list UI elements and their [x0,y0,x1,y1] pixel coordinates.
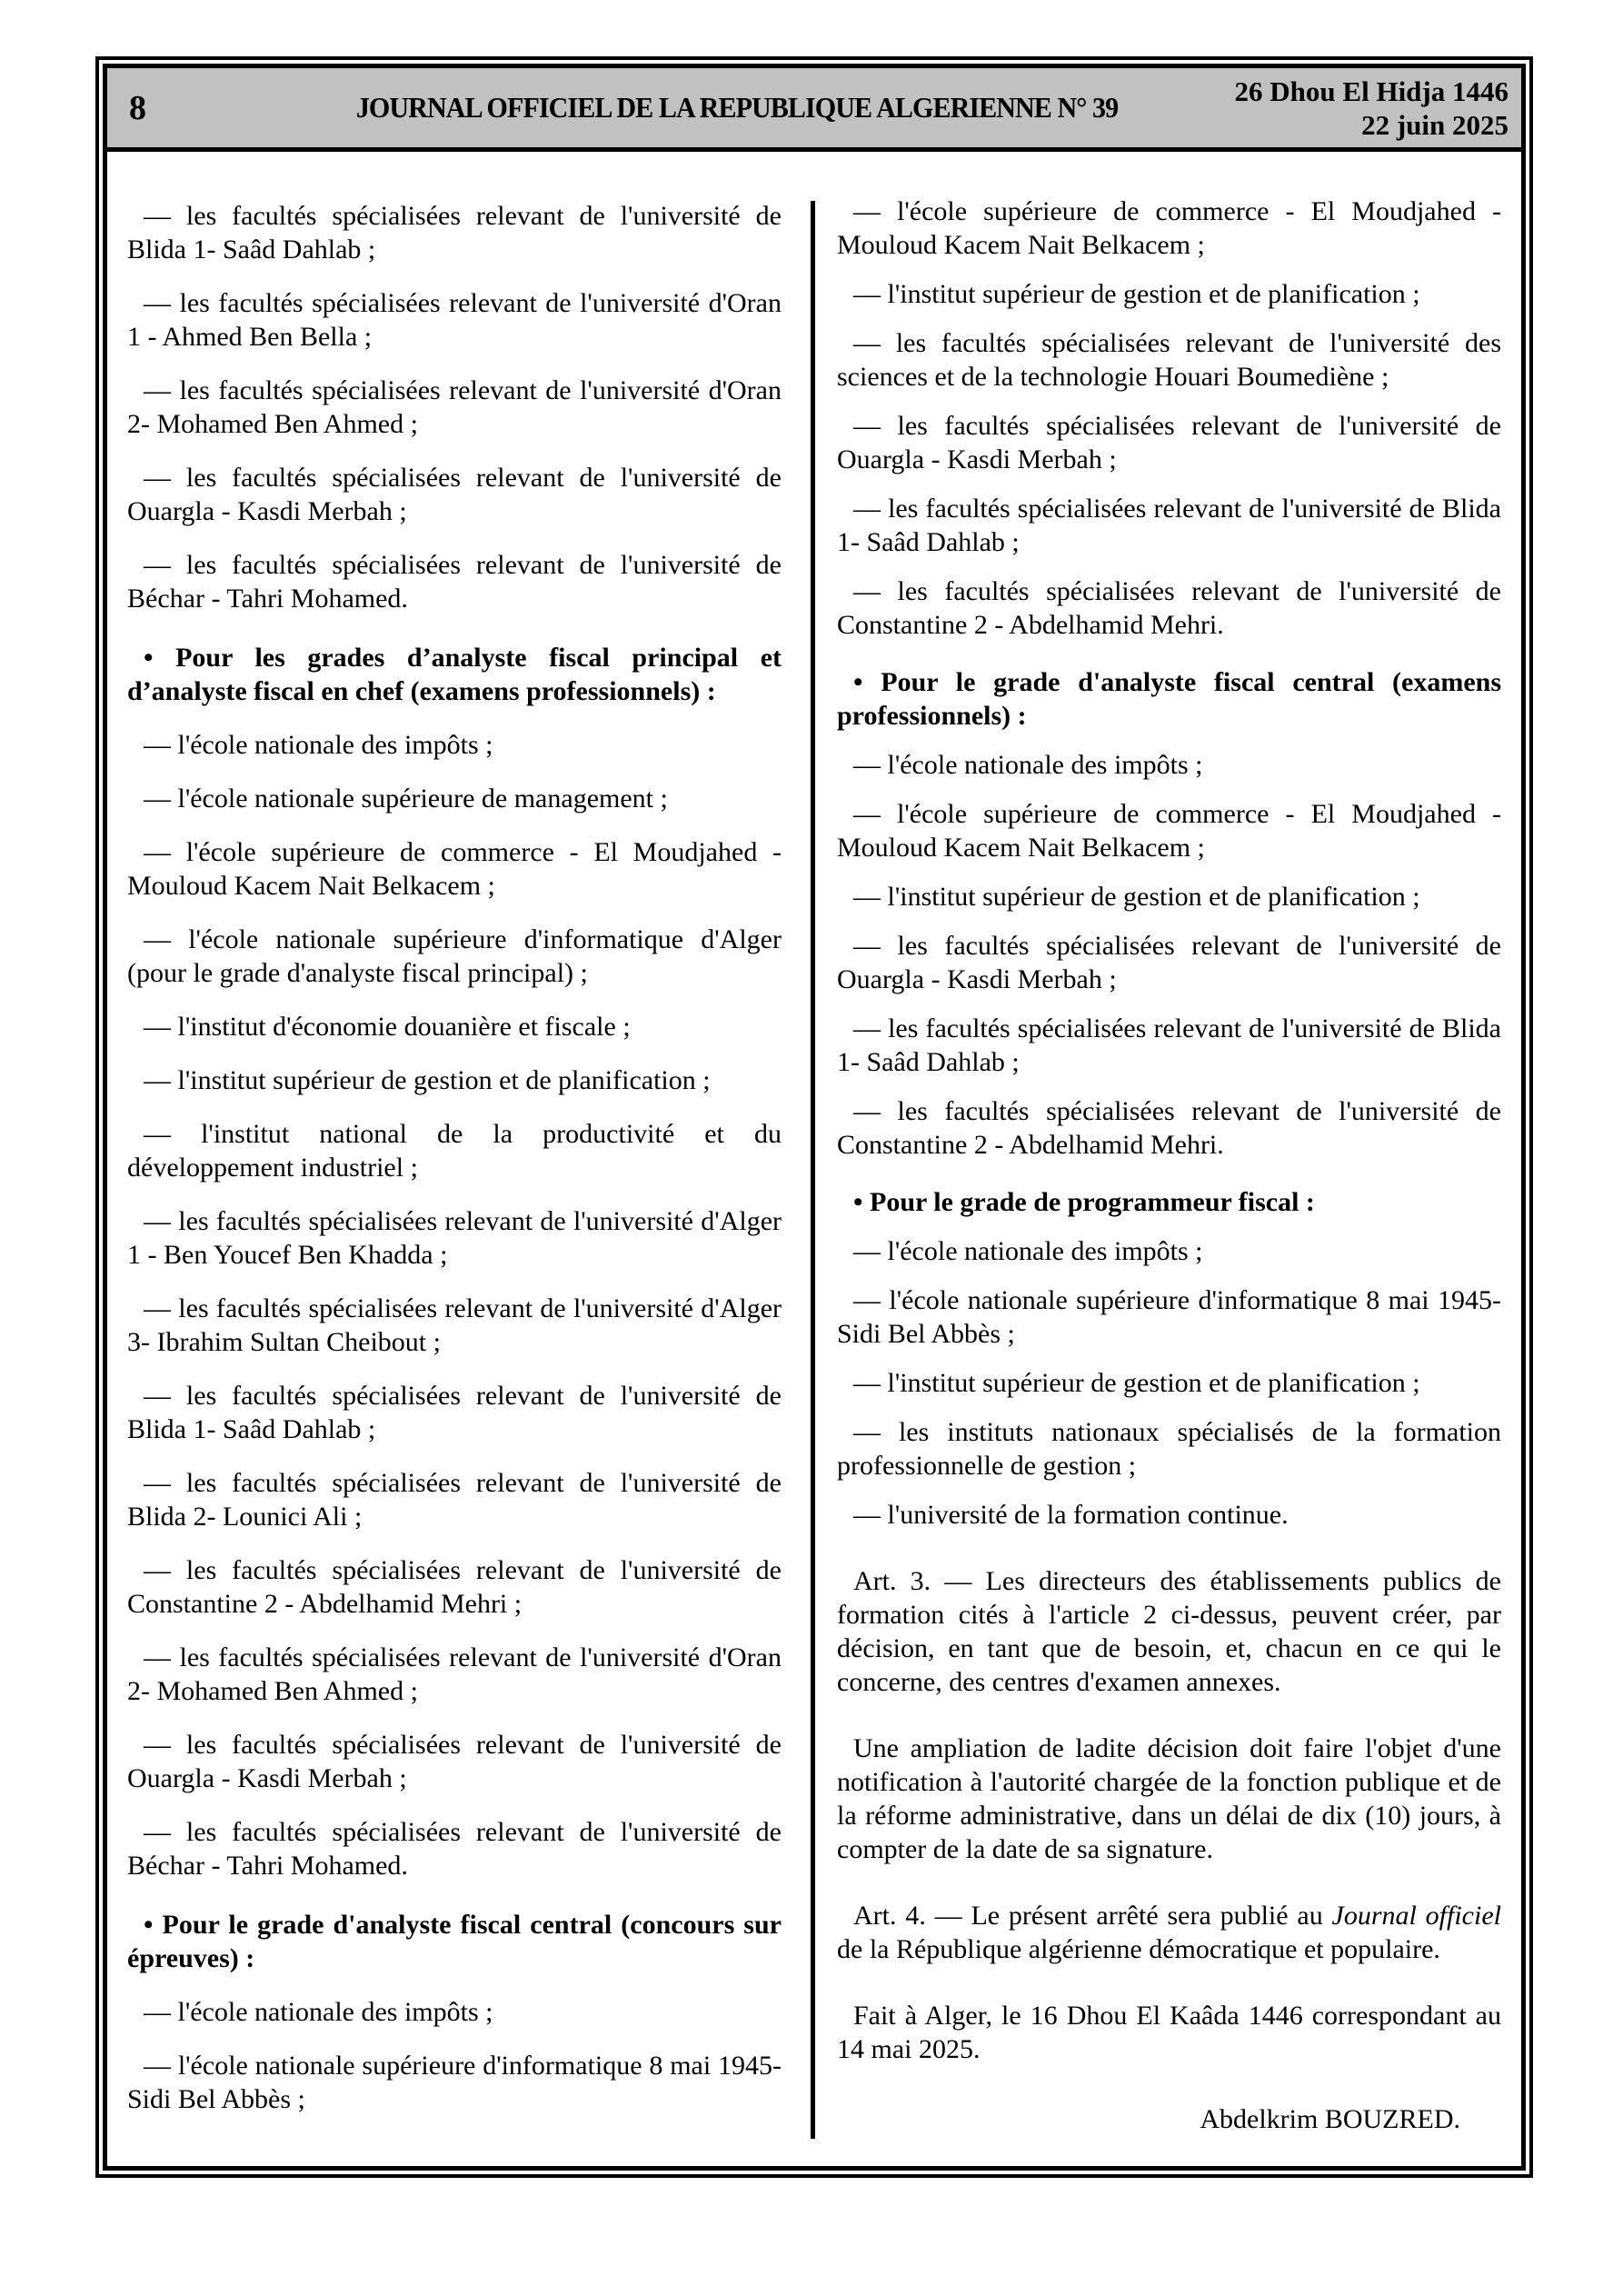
page-number: 8 [129,88,146,127]
header-dates [1230,75,1521,142]
paragraph: — les facultés spécialisées relevant de l'université de Ouargla - Kasdi Merbah ; [127,463,782,526]
paragraph: Fait à Alger, le 16 Dhou El Kaâda 1446 correspondant au 14 mai 2025. [837,2001,1501,2064]
paragraph: — l'école nationale supérieure d'informatique d'Alger (pour le grade d'analyste fiscal principal) ; [127,924,782,988]
paragraph: — l'institut national de la productivité et du développement industriel ; [127,1119,782,1183]
signature: Abdelkrim BOUZRED. [1200,2104,1460,2134]
paragraph: — l'école nationale des impôts ; [144,1997,493,2027]
date-hijri: 26 Dhou El Hidja 1446 [1234,75,1508,107]
paragraph: — les facultés spécialisées relevant de l'université d'Oran 2- Mohamed Ben Ahmed ; [127,1642,782,1706]
paragraph: — l'école nationale des impôts ; [853,750,1203,780]
paragraph: — l'institut supérieur de gestion et de planification ; [853,882,1420,912]
paragraph: — les facultés spécialisées relevant de l'université de Blida 1- Saâd Dahlab ; [127,201,782,265]
section-heading: • Pour les grades d’analyste fiscal principal et d’analyste fiscal en chef (examens professionnels) : [127,643,782,706]
paragraph: Une ampliation de ladite décision doit faire l'objet d'une notification à l'autorité chargée de la fonction publique et de la réforme administrative, dans un délai de dix (10) jours, à compter de la date de sa signature. [837,1733,1501,1864]
date-gregorian: 22 juin 2025 [1361,108,1508,141]
paragraph: — les facultés spécialisées relevant de l'université de Blida 2- Lounici Ali ; [127,1468,782,1532]
paragraph: Art. 4. — Le présent arrêté sera publié au Journal officiel de la République algérienne démocratique et populaire. [837,1901,1501,1964]
paragraph: — l'école nationale supérieure de management ; [144,784,668,814]
paragraph: — l'institut d'économie douanière et fiscale ; [144,1012,631,1042]
paragraph: — les facultés spécialisées relevant de l'université de Constantine 2 - Abdelhamid Mehri. [837,1096,1501,1160]
page-header [107,68,1521,152]
paragraph: — les facultés spécialisées relevant de l'université de Blida 1- Saâd Dahlab ; [837,1013,1501,1077]
paragraph: — les facultés spécialisées relevant de l'université de Béchar - Tahri Mohamed. [127,1817,782,1881]
paragraph: — les facultés spécialisées relevant de l'université d'Oran 1 - Ahmed Ben Bella ; [127,288,782,352]
left-column [107,152,811,2166]
paragraph: — l'école nationale des impôts ; [144,730,493,760]
paragraph: — les facultés spécialisées relevant de l'université de Ouargla - Kasdi Merbah ; [837,931,1501,994]
paragraph: — l'université de la formation continue. [853,1500,1289,1530]
paragraph: — l'institut supérieur de gestion et de planification ; [853,1368,1420,1398]
paragraph: — les facultés spécialisées relevant de l'université de Ouargla - Kasdi Merbah ; [837,411,1501,474]
page-content [107,152,1521,2166]
paragraph: — l'école nationale des impôts ; [853,1236,1203,1266]
paragraph: — l'école nationale supérieure d'informatique 8 mai 1945- Sidi Bel Abbès ; [837,1285,1501,1349]
section-heading: • Pour le grade d'analyste fiscal central (concours sur épreuves) : [127,1910,782,1973]
paragraph: — les facultés spécialisées relevant de l'université de Béchar - Tahri Mohamed. [127,550,782,614]
paragraph: — les facultés spécialisées relevant de l'université d'Oran 2- Mohamed Ben Ahmed ; [127,375,782,439]
paragraph: — l'institut supérieur de gestion et de planification ; [144,1065,711,1095]
page-frame [95,56,1533,2178]
paragraph: — les facultés spécialisées relevant de l'université d'Alger 1 - Ben Youcef Ben Khadda ; [127,1206,782,1270]
right-column [815,152,1521,2166]
paragraph: — l'école supérieure de commerce - El Moudjahed - Mouloud Kacem Nait Belkacem ; [837,799,1501,863]
paragraph: — les facultés spécialisées relevant de l'université des sciences et de la technologie Houari Boumediène ; [837,328,1501,392]
page-frame-inner [103,64,1526,2171]
paragraph: — les instituts nationaux spécialisés de la formation professionnelle de gestion ; [837,1417,1501,1481]
paragraph: — les facultés spécialisées relevant de l'université d'Alger 3- Ibrahim Sultan Cheibout ; [127,1293,782,1357]
paragraph: Art. 3. — Les directeurs des établissements publics de formation cités à l'article 2 ci-dessus, peuvent créer, par décision, en tant que de besoin, et, chacun en ce qui le concerne, des centres d'examen annexes. [837,1566,1501,1697]
paragraph: — les facultés spécialisées relevant de l'université de Blida 1- Saâd Dahlab ; [127,1381,782,1444]
section-heading: • Pour le grade de programmeur fiscal : [853,1187,1315,1217]
paragraph: — les facultés spécialisées relevant de l'université de Ouargla - Kasdi Merbah ; [127,1730,782,1793]
paragraph: — l'école supérieure de commerce - El Moudjahed - Mouloud Kacem Nait Belkacem ; [127,837,782,901]
paragraph: — l'institut supérieur de gestion et de planification ; [853,279,1420,309]
section-heading: • Pour le grade d'analyste fiscal central (examens professionnels) : [837,667,1501,731]
paragraph: — l'école supérieure de commerce - El Moudjahed - Mouloud Kacem Nait Belkacem ; [837,196,1501,260]
journal-title: JOURNAL OFFICIEL DE LA REPUBLIQUE ALGERIENNE N° 39 [355,91,1119,124]
paragraph: — les facultés spécialisées relevant de l'université de Constantine 2 - Abdelhamid Mehri. [837,576,1501,640]
paragraph: — les facultés spécialisées relevant de l'université de Blida 1- Saâd Dahlab ; [837,494,1501,557]
paragraph: — les facultés spécialisées relevant de l'université de Constantine 2 - Abdelhamid Mehri ; [127,1555,782,1619]
paragraph: — l'école nationale supérieure d'informatique 8 mai 1945- Sidi Bel Abbès ; [127,2051,782,2114]
